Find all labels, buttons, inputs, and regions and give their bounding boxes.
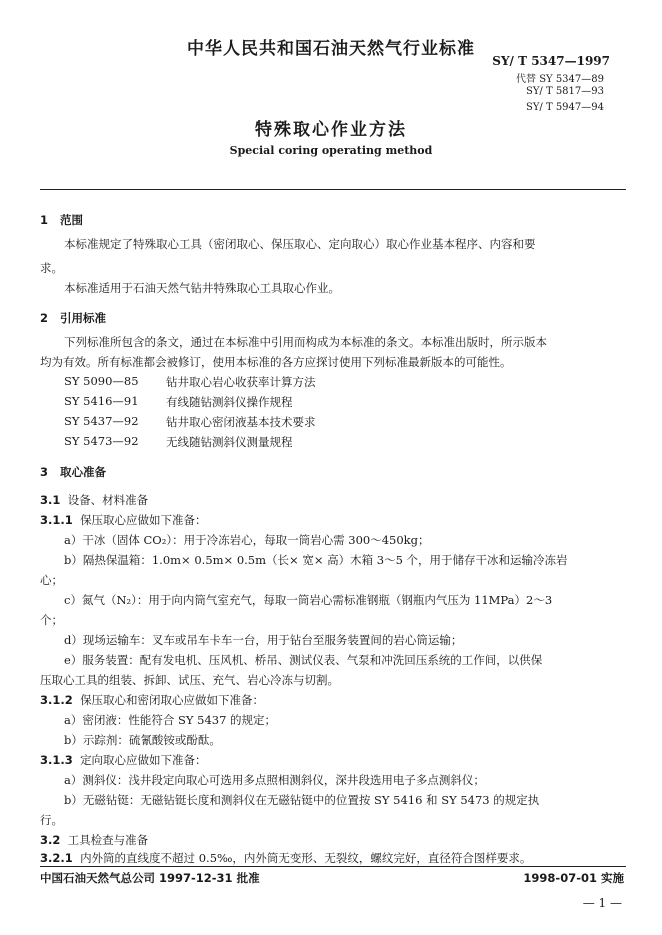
- subsection-number: 3.2.1: [40, 851, 73, 865]
- section-title: 范围: [60, 213, 84, 227]
- reference-title: 有线随钻测斜仪操作规程: [166, 395, 293, 409]
- page-number: — 1 —: [582, 896, 622, 910]
- list-item-continuation: 个；: [40, 613, 63, 627]
- subsection-title: 定向取心应做如下准备：: [80, 753, 207, 767]
- subsection-number: 3.2: [40, 833, 61, 847]
- list-item: a）测斜仪：浅井段定向取心可选用多点照相测斜仪，深井段选用电子多点测斜仪；: [64, 773, 485, 787]
- reference-title: 无线随钻测斜仪测量规程: [166, 435, 293, 449]
- effective-date: 1998-07-01 实施: [523, 871, 624, 885]
- subsection-text: 内外筒的直线度不超过 0.5‰，内外筒无变形、无裂纹，螺纹完好，直径符合图样要求。: [80, 851, 532, 865]
- replaces-line-2: SY/ T 5817—93: [525, 86, 604, 97]
- subsection-3-2-1: [40, 850, 531, 866]
- standard-category-title: 中华人民共和国石油天然气行业标准: [187, 39, 475, 59]
- subsection-3-1-1-heading: [40, 512, 207, 528]
- section-title: 引用标准: [60, 311, 107, 325]
- list-item: d）现场运输车：叉车或吊车卡车一台，用于钻台至服务装置间的岩心筒运输；: [64, 633, 463, 647]
- list-item-continuation: 心；: [40, 573, 63, 587]
- reference-title: 钻井取心岩心收获率计算方法: [166, 375, 316, 389]
- subsection-number: 3.1.1: [40, 513, 73, 527]
- document-title-english: Special coring operating method: [229, 144, 433, 157]
- paragraph: 本标准规定了特殊取心工具（密闭取心、保压取心、定向取心）取心作业基本程序、内容和要: [64, 237, 536, 251]
- replaces-line-3: SY/ T 5947—94: [525, 102, 604, 113]
- subsection-title: 工具检查与准备: [67, 833, 149, 847]
- section-1-heading: [40, 212, 83, 228]
- subsection-number: 3.1.2: [40, 693, 73, 707]
- footer-divider: [40, 866, 626, 867]
- reference-title: 钻井取心密闭液基本技术要求: [166, 415, 316, 429]
- reference-code: SY 5437—92: [64, 414, 139, 428]
- subsection-title: 设备、材料准备: [67, 493, 149, 507]
- replaces-line-1: 代替 SY 5347—89: [516, 74, 604, 85]
- subsection-number: 3.1: [40, 493, 61, 507]
- subsection-3-1-2-heading: [40, 692, 264, 708]
- list-item: c）氮气（N₂）：用于向内筒气室充气，每取一筒岩心需标准钢瓶（钢瓶内气压为 11MPa）2～3: [64, 593, 553, 607]
- paragraph: 下列标准所包含的条文，通过在本标准中引用而构成为本标准的条文。本标准出版时，所示版本: [64, 335, 547, 349]
- paragraph-continuation: 求。: [40, 261, 63, 275]
- subsection-3-1-heading: [40, 492, 148, 508]
- subsection-3-2-heading: [40, 832, 148, 848]
- list-item: e）服务装置：配有发电机、压风机、桥吊、测试仪表、气泵和冲洗回压系统的工作间，以供保: [64, 653, 543, 667]
- list-item-continuation: 压取心工具的组装、拆卸、试压、充气、岩心冷冻与切割。: [40, 673, 339, 687]
- list-item-continuation: 行。: [40, 813, 63, 827]
- list-item: b）示踪剂：硫氰酸铵或酚酞。: [64, 733, 221, 747]
- subsection-title: 保压取心和密闭取心应做如下准备：: [80, 693, 265, 707]
- paragraph-continuation: 均为有效。所有标准都会被修订，使用本标准的各方应探讨使用下列标准最新版本的可能性。: [40, 355, 512, 369]
- section-number: 2: [40, 311, 49, 325]
- subsection-3-1-3-heading: [40, 752, 207, 768]
- reference-code: SY 5090—85: [64, 374, 139, 388]
- section-number: 3: [40, 465, 49, 479]
- subsection-number: 3.1.3: [40, 753, 73, 767]
- document-title: 特殊取心作业方法: [255, 120, 407, 140]
- list-item: a）干冰（固体 CO₂）：用于冷冻岩心，每取一筒岩心需 300～450kg；: [64, 533, 430, 547]
- section-title: 取心准备: [60, 465, 107, 479]
- list-item: b）无磁钻铤：无磁钻铤长度和测斜仪在无磁钻铤中的位置按 SY 5416 和 SY 5473 的规定执: [64, 793, 540, 807]
- approval-info: 中国石油天然气总公司 1997-12-31 批准: [40, 871, 260, 885]
- reference-code: SY 5416—91: [64, 394, 139, 408]
- section-2-heading: [40, 310, 106, 326]
- list-item: a）密闭液：性能符合 SY 5437 的规定；: [64, 713, 277, 727]
- paragraph: 本标准适用于石油天然气钻井特殊取心工具取心作业。: [64, 281, 340, 295]
- list-item: b）隔热保温箱：1.0m× 0.5m× 0.5m（长× 宽× 高）木箱 3～5 个，用于储存干冰和运输冷冻岩: [64, 553, 568, 567]
- header-divider: [40, 189, 626, 190]
- subsection-title: 保压取心应做如下准备：: [80, 513, 207, 527]
- section-3-heading: [40, 464, 106, 480]
- section-number: 1: [40, 213, 49, 227]
- reference-code: SY 5473—92: [64, 434, 139, 448]
- standard-code: SY/ T 5347—1997: [492, 54, 610, 68]
